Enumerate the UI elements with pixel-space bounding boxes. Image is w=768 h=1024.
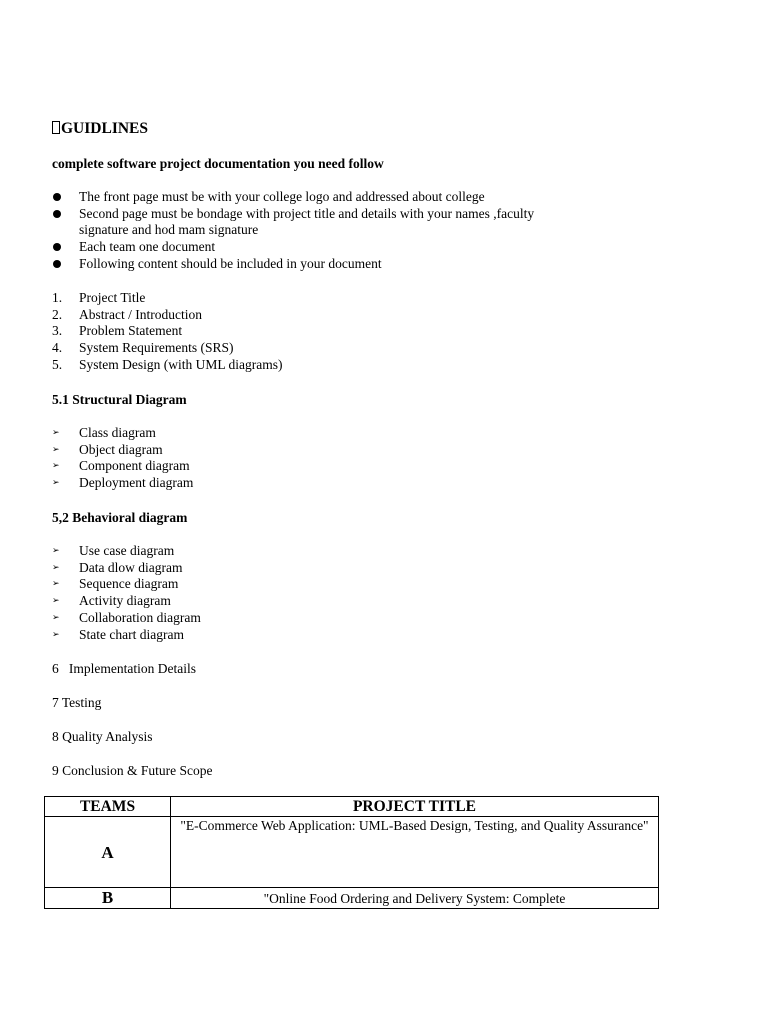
contents-numbered-list [52,290,282,374]
arrow-bullet-icon: ➢ [52,546,60,556]
diagram-item: ➢ Deployment diagram [52,475,194,491]
bullet-dot-icon [53,210,61,218]
table-row [45,888,659,909]
bullet-dot-icon [53,243,61,251]
heading-text: GUIDLINES [61,120,148,137]
section-implementation: 6 Implementation Details [52,661,196,676]
page-heading [52,119,148,139]
arrow-bullet-icon: ➢ [52,461,60,472]
bullet-item-continuation: signature and hod mam signature [79,222,259,238]
table-row [45,817,659,888]
section-quality: 8 Quality Analysis [52,729,153,744]
diagram-item: ➢ Collaboration diagram [52,609,201,625]
bullet-item: Following content should be included in your document [52,256,534,273]
bullet-item: Each team one document [52,239,534,256]
diagram-item: ➢ Data dlow diagram [52,559,183,575]
numbered-item: 3. Problem Statement [52,323,183,339]
numbered-item: 4. System Requirements (SRS) [52,340,234,356]
diagram-item: ➢ Class diagram [52,425,156,440]
section-conclusion: 9 Conclusion & Future Scope [52,763,213,778]
diagram-item: ➢ Use case diagram [52,543,175,558]
arrow-bullet-icon: ➢ [52,444,60,455]
structural-diagram-title: 5.1 Structural Diagram [52,392,187,407]
arrow-bullet-icon: ➢ [52,428,60,438]
diagram-item: ➢ Component diagram [52,458,190,474]
bullet-dot-icon [53,193,61,201]
column-header-teams: TEAMS [45,797,171,817]
section-testing: 7 Testing [52,695,102,710]
project-title-cell: "E-Commerce Web Application: UML-Based Design, Testing, and Quality Assurance" [171,817,659,888]
arrow-bullet-icon: ➢ [52,629,60,640]
diagram-item: ➢ Activity diagram [52,593,171,609]
placeholder-glyph-icon [52,121,60,134]
arrow-bullet-icon: ➢ [52,596,60,607]
column-header-project-title: PROJECT TITLE [171,797,659,817]
arrow-bullet-icon: ➢ [52,579,60,590]
numbered-item: 2. Abstract / Introduction [52,306,202,322]
team-cell: A [45,817,171,888]
project-title-cell: "Online Food Ordering and Delivery System: Complete [171,888,659,909]
behavioral-diagram-list [52,543,201,643]
diagram-item: ➢ Object diagram [52,441,163,457]
team-cell: B [45,888,171,909]
behavioral-diagram-title: 5,2 Behavioral diagram [52,510,188,525]
structural-diagram-list [52,425,193,492]
bullet-item: The front page must be with your college logo and addressed about college [52,189,534,206]
numbered-item: 5. System Design (with UML diagrams) [52,356,283,372]
numbered-item: 1. Project Title [52,290,146,305]
teams-table [44,796,659,909]
diagram-item: ➢ Sequence diagram [52,576,179,592]
bullet-item: Second page must be bondage with project title and details with your names ,faculty [52,206,534,223]
intro-line: complete software project documentation you need follow [52,156,384,171]
arrow-bullet-icon: ➢ [52,612,60,623]
diagram-item: ➢ State chart diagram [52,626,184,642]
arrow-bullet-icon: ➢ [52,562,60,573]
requirements-bullet-list [52,189,534,273]
bullet-dot-icon [53,260,61,268]
arrow-bullet-icon: ➢ [52,478,60,489]
table-header-row [45,797,659,817]
